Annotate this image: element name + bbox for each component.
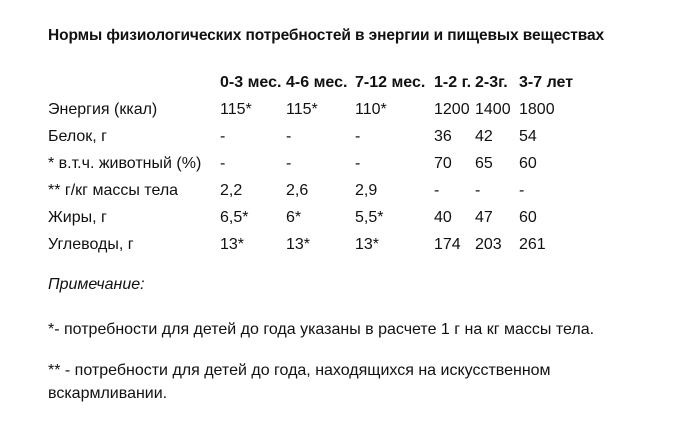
table-cell: 2,2	[220, 182, 243, 199]
table-cell: 203	[475, 236, 502, 253]
table-cell: 60	[519, 155, 537, 172]
table-cell: 115*	[220, 101, 252, 118]
table-cell: 1400	[475, 101, 511, 118]
table-cell: 36	[434, 128, 452, 145]
table-cell: -	[519, 182, 525, 199]
table-cell: 13*	[286, 236, 311, 253]
row-label: Углеводы, г	[48, 236, 134, 253]
table-cell: 60	[519, 209, 537, 226]
table-cell: 1200	[434, 101, 470, 118]
table-cell: 2,9	[355, 182, 378, 199]
table-cell: 42	[475, 128, 493, 145]
table-cell: -	[355, 155, 361, 172]
column-header-2-3-years: 2-3г.	[475, 74, 508, 91]
notes-heading: Примечание:	[48, 276, 145, 293]
table-cell: 1800	[519, 101, 555, 118]
table-cell: -	[355, 128, 361, 145]
column-header-7-12-months: 7-12 мес.	[355, 74, 426, 91]
table-cell: -	[220, 155, 226, 172]
table-cell: -	[475, 182, 481, 199]
table-cell: 13*	[220, 236, 245, 253]
table-cell: 6*	[286, 209, 302, 226]
table-cell: 115*	[286, 101, 318, 118]
column-header-4-6-months: 4-6 мес.	[286, 74, 348, 91]
page-title: Нормы физиологических потребностей в энергии и пищевых веществах	[48, 27, 605, 44]
note-single-asterisk: *- потребности для детей до года указаны в расчете 1 г на кг массы тела.	[48, 321, 595, 338]
column-header-1-2-years: 1-2 г.	[434, 74, 472, 91]
row-label: ** г/кг массы тела	[48, 182, 179, 199]
table-cell: 5,5*	[355, 209, 384, 226]
table-cell: -	[286, 155, 292, 172]
table-cell: 6,5*	[220, 209, 249, 226]
table-cell: 70	[434, 155, 452, 172]
table-cell: 174	[434, 236, 461, 253]
table-cell: -	[220, 128, 226, 145]
row-label: Энергия (ккал)	[48, 101, 158, 118]
table-cell: 2,6	[286, 182, 309, 199]
row-label: * в.т.ч. животный (%)	[48, 155, 202, 172]
column-header-3-7-years: 3-7 лет	[519, 74, 574, 91]
row-label: Жиры, г	[48, 209, 107, 226]
table-cell: 54	[519, 128, 537, 145]
note-double-asterisk: ** - потребности для детей до года, находящихся на искусственном вскармливании.	[48, 362, 551, 402]
row-label: Белок, г	[48, 128, 108, 145]
table-cell: 110*	[355, 101, 387, 118]
table-cell: -	[286, 128, 292, 145]
table-cell: 261	[519, 236, 546, 253]
table-cell: 65	[475, 155, 493, 172]
table-cell: -	[434, 182, 440, 199]
table-cell: 47	[475, 209, 493, 226]
table-cell: 40	[434, 209, 452, 226]
column-header-0-3-months: 0-3 мес.	[220, 74, 282, 91]
table-cell: 13*	[355, 236, 380, 253]
